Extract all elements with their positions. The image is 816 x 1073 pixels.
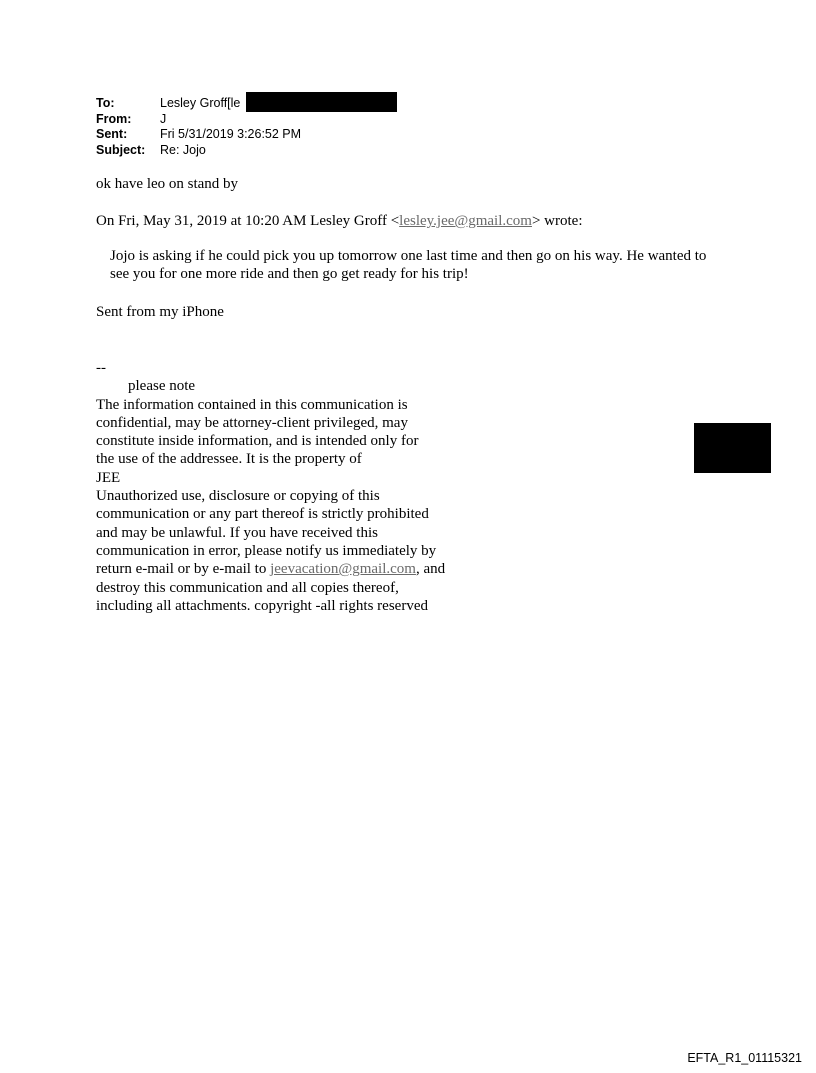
disclaimer-separator: -- (96, 360, 106, 376)
disclaimer-line: the use of the addressee. It is the property of (96, 451, 362, 468)
disclaimer-line: constitute inside information, and is intended only for (96, 433, 419, 450)
disclaimer-title: please note (128, 378, 196, 395)
subject-value: Re: Jojo (160, 142, 206, 157)
redaction-box-to (246, 92, 397, 112)
sent-label: Sent: (96, 127, 128, 141)
disclaimer (96, 359, 445, 615)
attribution-line (96, 212, 583, 230)
disclaimer-line: communication or any part thereof is strictly prohibited (96, 506, 429, 523)
notify-email-link[interactable]: jeevacation@gmail.com (270, 561, 416, 578)
sent-value: Fri 5/31/2019 3:26:52 PM (160, 127, 302, 141)
disclaimer-line: including all attachments. copyright -all rights reserved (96, 597, 428, 614)
disclaimer-line: communication in error, please notify us immediately by (96, 542, 437, 559)
signature: Sent from my iPhone (96, 304, 224, 320)
from-row (96, 112, 301, 128)
subject-row (96, 143, 301, 159)
notify-prefix: return e-mail or by e-mail to (96, 561, 271, 578)
attribution-prefix: On Fri, May 31, 2019 at 10:20 AM Lesley Groff < (96, 213, 400, 229)
redaction-box-side (694, 423, 771, 473)
from-label: From: (96, 111, 132, 126)
disclaimer-line: and may be unlawful. If you have received this (96, 524, 378, 541)
quoted-message: Jojo is asking if he could pick you up tomorrow one last time and then go on his way. He wanted to see you for one more ride and then go get ready for his trip! (110, 248, 707, 282)
disclaimer-line: Unauthorized use, disclosure or copying of this (96, 488, 380, 505)
to-label: To: (96, 96, 115, 110)
disclaimer-line: The information contained in this communication is (96, 396, 408, 413)
disclaimer-line: confidential, may be attorney-client privileged, may (96, 414, 408, 431)
sent-row (96, 127, 301, 143)
disclaimer-notify-line (96, 560, 445, 578)
reply-text: ok have leo on stand by (96, 176, 239, 192)
from-value: J (160, 111, 167, 126)
document-id: EFTA_R1_01115321 (687, 1051, 802, 1065)
disclaimer-line: destroy this communication and all copies thereof, (96, 579, 399, 596)
disclaimer-line: JEE (96, 469, 121, 486)
attribution-suffix: > wrote: (531, 213, 583, 229)
subject-label: Subject: (96, 142, 146, 157)
to-value: Lesley Groff[le (160, 96, 241, 110)
sender-email-link[interactable]: lesley.jee@gmail.com (399, 213, 532, 229)
notify-suffix: , and (415, 561, 446, 578)
